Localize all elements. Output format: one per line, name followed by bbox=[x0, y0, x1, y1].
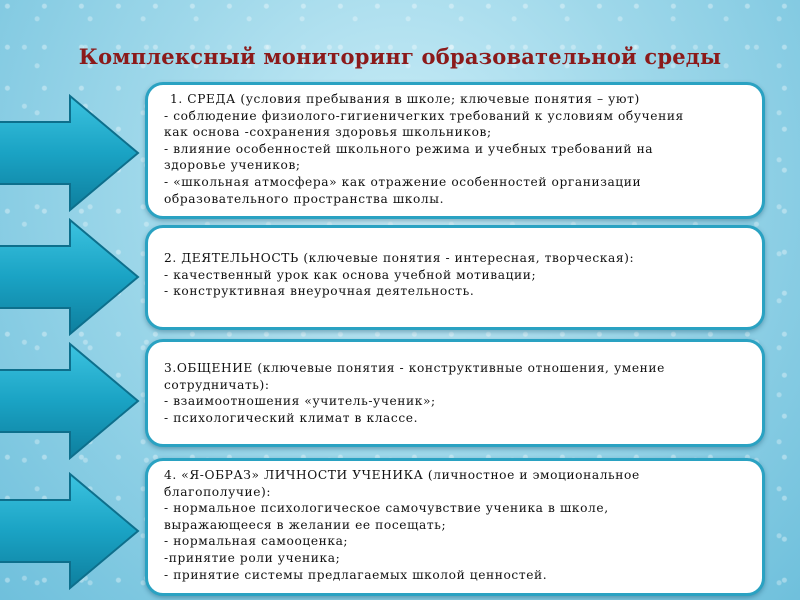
section-line: - нормальная самооценка; bbox=[164, 534, 349, 549]
section-line: - влияние особенностей школьного режима и учебных требований на bbox=[164, 141, 654, 156]
section-line: -принятие роли ученика; bbox=[164, 550, 341, 565]
section-line: - нормальное психологическое самочувствие ученика в школе, bbox=[164, 501, 609, 516]
section-line: - качественный урок как основа учебной мотивации; bbox=[164, 267, 537, 282]
section-heading: 2. ДЕЯТЕЛЬНОСТЬ (ключевые понятия - интересная, творческая): bbox=[164, 251, 635, 265]
slide-title: Комплексный мониторинг образовательной среды bbox=[78, 44, 722, 69]
section-line: - конструктивная внеурочная деятельность. bbox=[164, 284, 475, 299]
section-line: выражающееся в желании ее посещать; bbox=[164, 517, 447, 532]
section-line: как основа -сохранения здоровья школьников; bbox=[164, 125, 492, 140]
section-environment bbox=[145, 82, 765, 219]
arrow-icon bbox=[0, 94, 142, 212]
section-heading: 1. СРЕДА (условия пребывания в школе; ключевые понятия – уют) bbox=[170, 92, 640, 106]
arrow-icon bbox=[0, 342, 142, 460]
section-self-image bbox=[145, 458, 765, 596]
section-line: благополучие): bbox=[164, 484, 272, 499]
section-line: образовательного пространства школы. bbox=[164, 191, 445, 206]
section-line: - взаимоотношения «учитель-ученик»; bbox=[164, 394, 436, 409]
section-heading: 3.ОБЩЕНИЕ (ключевые понятия - конструктивные отношения, умение bbox=[164, 361, 665, 375]
section-line: здоровье учеников; bbox=[164, 158, 301, 173]
arrow-icon bbox=[0, 472, 142, 590]
section-communication bbox=[145, 339, 765, 447]
section-line: сотрудничать): bbox=[164, 377, 270, 392]
section-activity bbox=[145, 225, 765, 330]
arrow-icon bbox=[0, 218, 142, 336]
section-line: - соблюдение физиолого-гигиеничегких требований к условиям обучения bbox=[164, 108, 684, 123]
section-heading: 4. «Я-ОБРАЗ» ЛИЧНОСТИ УЧЕНИКА (личностное и эмоциональное bbox=[164, 468, 640, 482]
section-line: - психологический климат в классе. bbox=[164, 410, 419, 425]
section-line: - «школьная атмосфера» как отражение особенностей организации bbox=[164, 174, 642, 189]
section-line: - принятие системы предлагаемых школой ценностей. bbox=[164, 567, 548, 582]
